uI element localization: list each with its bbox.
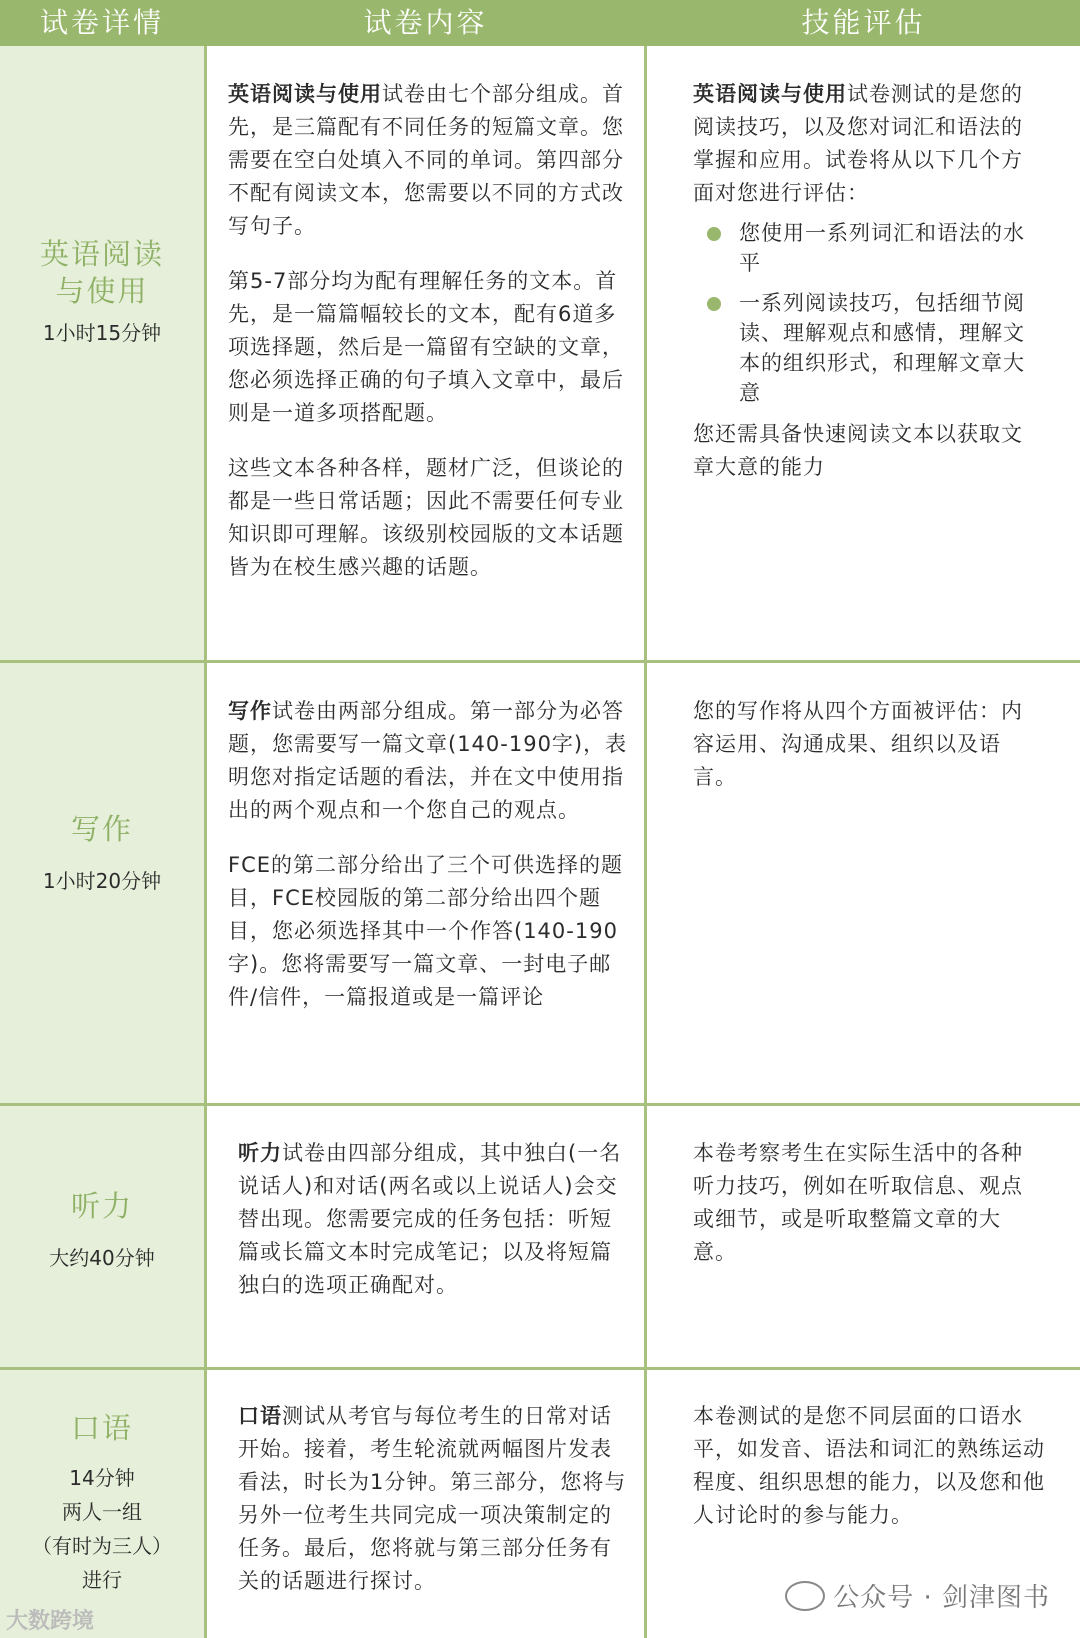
reading-content-p3: 这些文本各种各样，题材广泛，但谈论的都是一些日常话题；因此不需要任何专业知识即可理解。该级别校园版的文本话题皆为在校生感兴趣的话题。	[228, 456, 624, 579]
reading-skill-list	[693, 218, 1038, 408]
writing-duration: 1小时20分钟	[42, 869, 162, 893]
speaking-content-p1-text: 测试从考官与每位考生的日常对话开始。接着，考生轮流就两幅图片发表看法，时长为1分钟。第三部分，您将与另外一位考生共同完成一项决策制定的任务。最后，您将就与第三部分任务有关的话题进行探讨。	[238, 1404, 627, 1593]
speaking-content-p1-bold: 口语	[238, 1404, 282, 1428]
divider-horizontal-2	[0, 1103, 1080, 1106]
speaking-duration-line-2: 两人一组	[62, 1500, 142, 1524]
reading-skill-bullet-2: 一系列阅读技巧，包括细节阅读、理解观点和感情，理解文本的组织形式，和理解文章大意	[739, 291, 1025, 405]
wechat-icon	[785, 1581, 825, 1611]
divider-horizontal-1	[0, 660, 1080, 663]
reading-duration: 1小时15分钟	[42, 321, 162, 345]
header-exam-details: 试卷详情	[39, 6, 164, 39]
reading-content	[228, 78, 628, 606]
speaking-title: 口语	[70, 1411, 133, 1445]
watermark-text: 公众号 · 剑津图书	[833, 1583, 1050, 1613]
speaking-duration-line-4: 进行	[82, 1568, 122, 1592]
speaking-label	[0, 1410, 204, 1597]
reading-content-p2: 第5-7部分均为配有理解任务的文本。首先，是一篇篇幅较长的文本，配有6道多项选择题，然后是一篇留有空缺的文章，您必须选择正确的句子填入文章中，最后则是一道多项搭配题。	[228, 269, 624, 425]
listening-content	[238, 1137, 628, 1324]
listening-skill-p1: 本卷考察考生在实际生活中的各种听力技巧，例如在听取信息、观点或细节，或是听取整篇文章的大意。	[693, 1141, 1023, 1264]
reading-skill-p2: 您还需具备快速阅读文本以获取文章大意的能力	[693, 422, 1023, 479]
header-skill-assessment: 技能评估	[801, 6, 926, 39]
bullet-dot-icon	[707, 227, 721, 241]
reading-content-p1	[228, 78, 628, 243]
writing-title: 写作	[70, 812, 133, 846]
divider-horizontal-3	[0, 1367, 1080, 1370]
watermark-official-account	[785, 1577, 1050, 1614]
list-item	[693, 218, 1038, 278]
writing-skill-p1: 您的写作将从四个方面被评估：内容运用、沟通成果、组织以及语言。	[693, 699, 1023, 789]
divider-vertical-1	[204, 46, 207, 1638]
bullet-dot-icon	[707, 297, 721, 311]
writing-content	[228, 695, 628, 1036]
listening-content-p1-text: 试卷由四部分组成，其中独白(一名说话人)和对话(两名或以上说话人)会交替出现。您需要完成的任务包括：听短篇或长篇文本时完成笔记；以及将短篇独白的选项正确配对。	[238, 1141, 622, 1297]
reading-label	[0, 236, 204, 350]
listening-skills	[693, 1137, 1038, 1291]
speaking-duration-line-3: （有时为三人）	[32, 1534, 172, 1558]
listening-title: 听力	[70, 1189, 133, 1223]
reading-content-p1-bold: 英语阅读与使用	[228, 82, 382, 106]
listening-content-p1	[238, 1137, 628, 1302]
divider-vertical-2	[644, 46, 647, 1638]
list-item	[693, 288, 1038, 408]
writing-content-p1	[228, 695, 628, 827]
row-bg-reading	[0, 46, 204, 660]
writing-content-p2: FCE的第二部分给出了三个可供选择的题目，FCE校园版的第二部分给出四个题目，您必须选择其中一个作答(140-190字)。您将需要写一篇文章、一封电子邮件/信件，一篇报道或是一篇评论	[228, 853, 624, 1009]
writing-content-p1-bold: 写作	[228, 699, 272, 723]
watermark-corner: 大数跨境	[6, 1609, 95, 1634]
speaking-skill-p1: 本卷测试的是您不同层面的口语水平，如发音、语法和词汇的熟练运动程度、组织思想的能力，以及您和他人讨论时的参与能力。	[693, 1404, 1045, 1527]
reading-title-line2: 与使用	[55, 274, 149, 308]
reading-skill-p1-bold: 英语阅读与使用	[693, 82, 847, 106]
reading-content-p1-text: 试卷由七个部分组成。首先，是三篇配有不同任务的短篇文章。您需要在空白处填入不同的单词。第四部分不配有阅读文本，您需要以不同的方式改写句子。	[228, 82, 624, 238]
reading-skill-bullet-1: 您使用一系列词汇和语法的水平	[739, 221, 1025, 275]
header-exam-content: 试卷内容	[363, 6, 488, 39]
writing-label	[0, 811, 204, 898]
speaking-content	[238, 1400, 628, 1620]
reading-skill-p1	[693, 78, 1038, 210]
speaking-skills	[693, 1400, 1048, 1554]
listening-duration: 大约40分钟	[49, 1246, 155, 1270]
writing-skills	[693, 695, 1038, 816]
table-header	[0, 0, 1080, 46]
listening-content-p1-bold: 听力	[238, 1141, 282, 1165]
writing-content-p1-text: 试卷由两部分组成。第一部分为必答题，您需要写一篇文章(140-190字)，表明您对指定话题的看法，并在文中使用指出的两个观点和一个您自己的观点。	[228, 699, 628, 822]
listening-label	[0, 1188, 204, 1275]
reading-title-line1: 英语阅读	[39, 237, 164, 271]
reading-skill-p1-text: 试卷测试的是您的阅读技巧，以及您对词汇和语法的掌握和应用。试卷将从以下几个方面对您进行评估：	[693, 82, 1023, 205]
reading-skills	[693, 78, 1038, 506]
speaking-content-p1	[238, 1400, 628, 1598]
speaking-duration-line-1: 14分钟	[69, 1466, 135, 1490]
